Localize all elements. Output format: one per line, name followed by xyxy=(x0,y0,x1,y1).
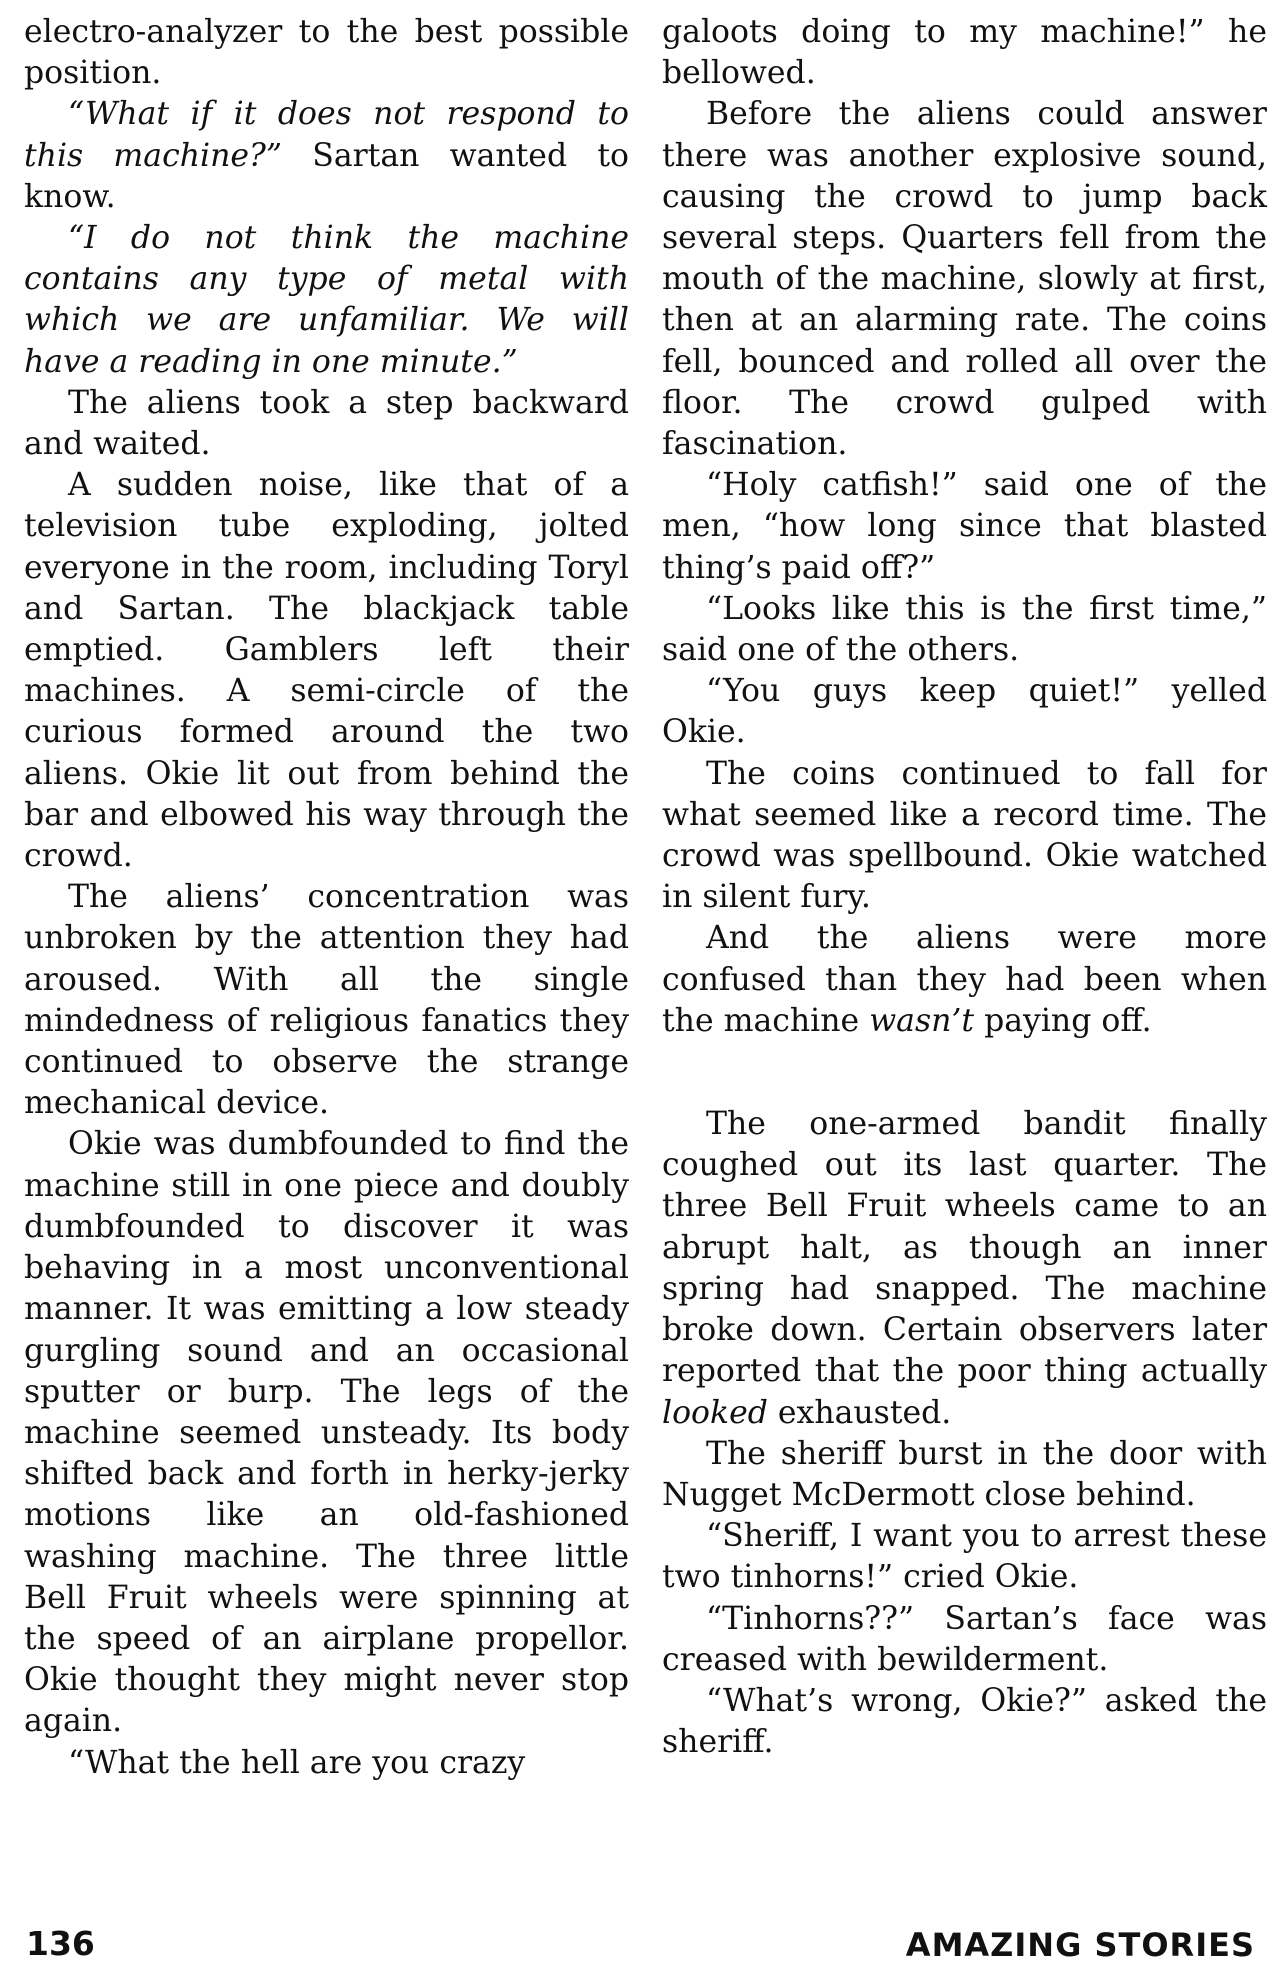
paragraph: The aliens’ concentration was unbroken by the attention they had aroused. With all the single mindedness of religious fanatics they continued to observe the strange mechanical device. xyxy=(24,879,629,1122)
page-number: 136 xyxy=(26,1924,95,1963)
paragraph: “What if it does not respond to this machine?” Sartan wanted to know. xyxy=(24,96,629,215)
paragraph: And the aliens were more confused than they had been when the machine wasn’t paying off. xyxy=(662,920,1267,1039)
paragraph: “Tinhorns??” Sartan’s face was creased with bewilderment. xyxy=(662,1600,1267,1678)
paragraph: galoots doing to my machine!” he bellowed. xyxy=(662,14,1267,92)
left-column xyxy=(24,12,629,1784)
paragraph: “I do not think the machine contains any type of metal with which we are unfamiliar. We will have a reading in one minute.” xyxy=(24,220,629,380)
paragraph: Before the aliens could answer there was another explosive sound, causing the crowd to jump back several steps. Quarters fell from the mouth of the machine, slowly at first, then at an alarming rate. The coins fell, bounced and rolled all over the floor. The crowd gulped with fascination. xyxy=(662,96,1267,463)
paragraph: The coins continued to fall for what seemed like a record time. The crowd was spellbound. Okie watched in silent fury. xyxy=(662,755,1267,916)
paragraph: Okie was dumbfounded to find the machine still in one piece and doubly dumbfounded to discover it was behaving in a most unconventional manner. It was emitting a low steady gurgling sound and an occasional sputter or burp. The legs of the machine seemed unsteady. Its body shifted back and forth in herky-jerky motions like an old-fashioned washing machine. The three little Bell Fruit wheels were spinning at the speed of an airplane propellor. Okie thought they might never stop again. xyxy=(24,1126,629,1740)
paragraph: “What the hell are you crazy xyxy=(68,1744,526,1781)
paragraph: The aliens took a step backward and waited. xyxy=(24,384,629,463)
paragraph: The one-armed bandit finally coughed out its last quarter. The three Bell Fruit wheels came to an abrupt halt, as though an inner spring had snapped. The machine broke down. Certain observers later reported that the poor thing actually looked exhausted. xyxy=(662,1106,1267,1431)
right-column xyxy=(662,12,1267,1763)
paragraph: “Sheriff, I want you to arrest these two tinhorns!” cried Okie. xyxy=(662,1518,1267,1596)
paragraph: A sudden noise, like that of a television tube exploding, jolted everyone in the room, including Toryl and Sartan. The blackjack table emptied. Gamblers left their machines. A semi-circle of the curious formed around the two aliens. Okie lit out from behind the bar and elbowed his way through the crowd. xyxy=(24,467,629,875)
paragraph: “You guys keep quiet!” yelled Okie. xyxy=(662,673,1267,751)
running-title: AMAZING STORIES xyxy=(905,1926,1255,1964)
paragraph: The sheriff burst in the door with Nugget McDermott close behind. xyxy=(662,1435,1267,1513)
paragraph: electro-analyzer to the best possible position. xyxy=(24,14,629,92)
paragraph: “Looks like this is the first time,” said one of the others. xyxy=(662,590,1267,669)
paragraph: “Holy catfish!” said one of the men, “how long since that blasted thing’s paid off?” xyxy=(662,467,1267,586)
paragraph: “What’s wrong, Okie?” asked the sheriff. xyxy=(662,1682,1267,1761)
